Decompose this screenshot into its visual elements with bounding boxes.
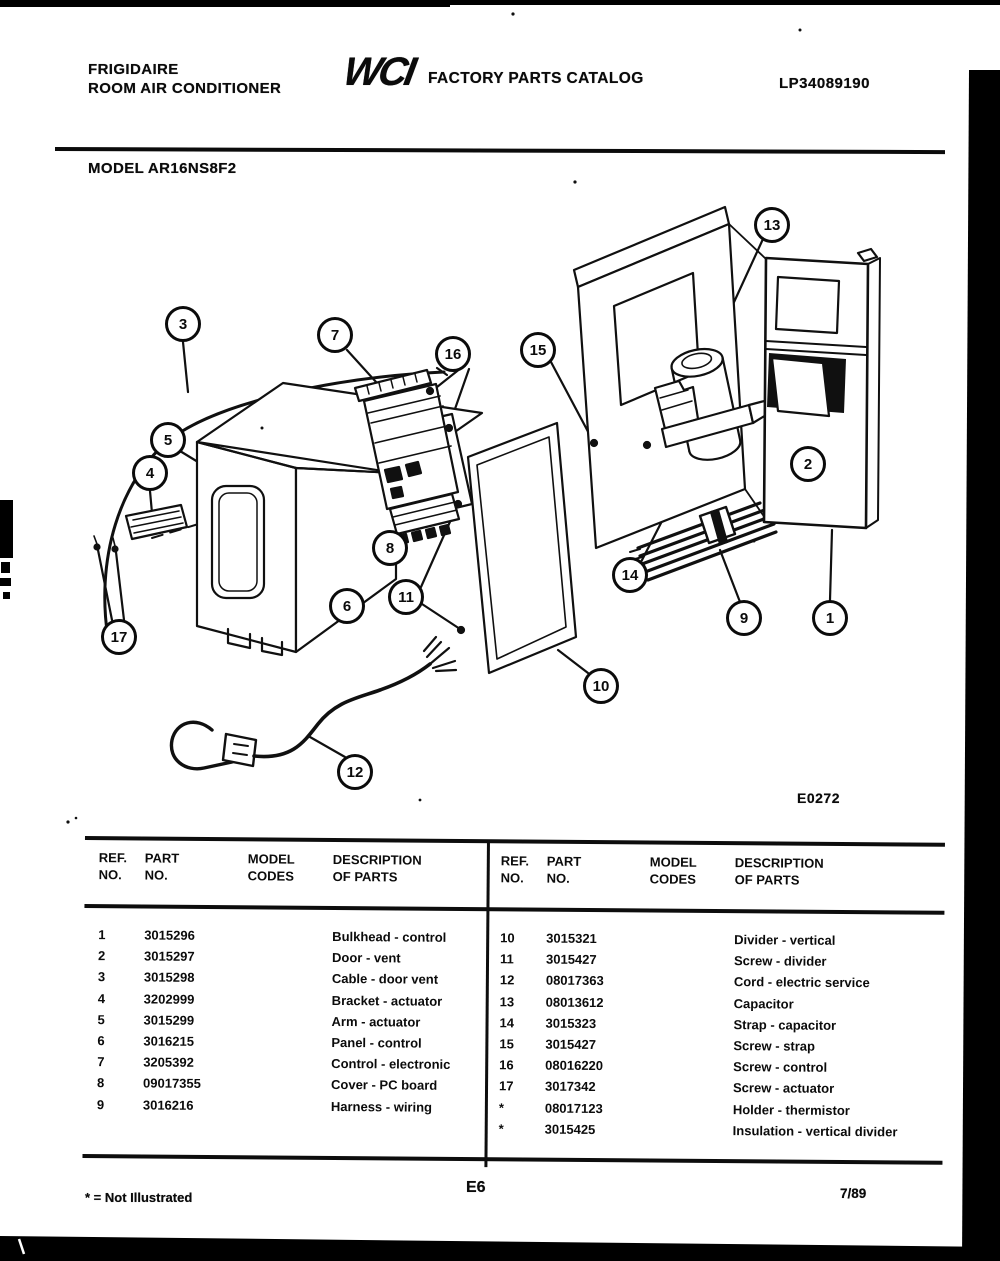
model-number: MODEL AR16NS8F2 [88,160,237,177]
callout-3: 3 [165,306,201,342]
table-row: 3 3015298 Cable - door vent [97,969,439,988]
table-row: * 08017123 Holder - thermistor [498,1099,850,1118]
table-row: 14 3015323 Strap - capacitor [499,1015,837,1033]
callout-16: 16 [435,336,471,372]
table-rows-right [499,927,941,1142]
table-row: 12 08017363 Cord - electric service [499,972,870,991]
table-row: 6 3016215 Panel - control [97,1033,422,1051]
callout-1: 1 [812,600,848,636]
col-codes: MODEL CODES [649,854,697,887]
callout-8: 8 [372,530,408,566]
table-rows-left [97,924,484,1118]
not-illustrated-note: * = Not Illustrated [85,1190,193,1205]
page-code: E6 [466,1179,486,1196]
catalog-title: FACTORY PARTS CATALOG [428,70,644,87]
table-row: 4 3202999 Bracket - actuator [97,990,443,1009]
callout-14: 14 [612,557,648,593]
col-codes: MODEL CODES [247,851,295,884]
col-desc: DESCRIPTION OF PARTS [734,855,824,888]
table-bottom-border [82,1154,942,1165]
table-row: 2 3015297 Door - vent [98,948,401,966]
callout-11: 11 [388,579,424,615]
col-desc: DESCRIPTION OF PARTS [332,851,422,885]
callout-9: 9 [726,600,762,636]
parts-table [82,836,945,1177]
callout-7: 7 [317,317,353,353]
table-row: 11 3015427 Screw - divider [499,951,827,970]
table-header-separator [84,904,944,914]
table-row: 15 3015427 Screw - strap [499,1036,816,1054]
callout-13: 13 [754,207,790,243]
table-row: 16 08016220 Screw - control [499,1057,828,1075]
date-code: 7/89 [840,1186,867,1201]
table-row: * 3015425 Insulation - vertical divider [498,1120,898,1140]
publication-number: LP34089190 [779,75,870,92]
table-column-divider [484,841,489,1167]
callout-4: 4 [132,455,168,491]
col-ref: REF. NO. [500,853,530,886]
table-row: 10 3015321 Divider - vertical [500,930,836,948]
table-row: 17 3017342 Screw - actuator [498,1078,835,1097]
callout-10: 10 [583,668,619,704]
callout-15: 15 [520,332,556,368]
callout-6: 6 [329,588,365,624]
table-row: 9 3016216 Harness - wiring [96,1096,433,1115]
callout-5: 5 [150,422,186,458]
product-line: ROOM AIR CONDITIONER [88,80,282,97]
table-header-right [501,852,941,889]
col-ref: REF. NO. [98,850,128,883]
table-row: 5 3015299 Arm - actuator [97,1011,421,1030]
callout-2: 2 [790,446,826,482]
callout-12: 12 [337,754,373,790]
wci-logo: WCI [340,50,417,94]
table-row: 7 3205392 Control - electronic [97,1054,451,1073]
table-row: 13 08013612 Capacitor [499,993,794,1012]
figure-code: E0272 [797,790,840,806]
col-part: PART NO. [144,850,180,883]
brand-name: FRIGIDAIRE [88,61,179,78]
col-part: PART NO. [546,853,582,886]
table-row: 1 3015296 Bulkhead - control [98,927,447,945]
table-row: 8 09017355 Cover - PC board [97,1075,438,1094]
callout-17: 17 [101,619,137,655]
table-header-left [99,849,485,886]
